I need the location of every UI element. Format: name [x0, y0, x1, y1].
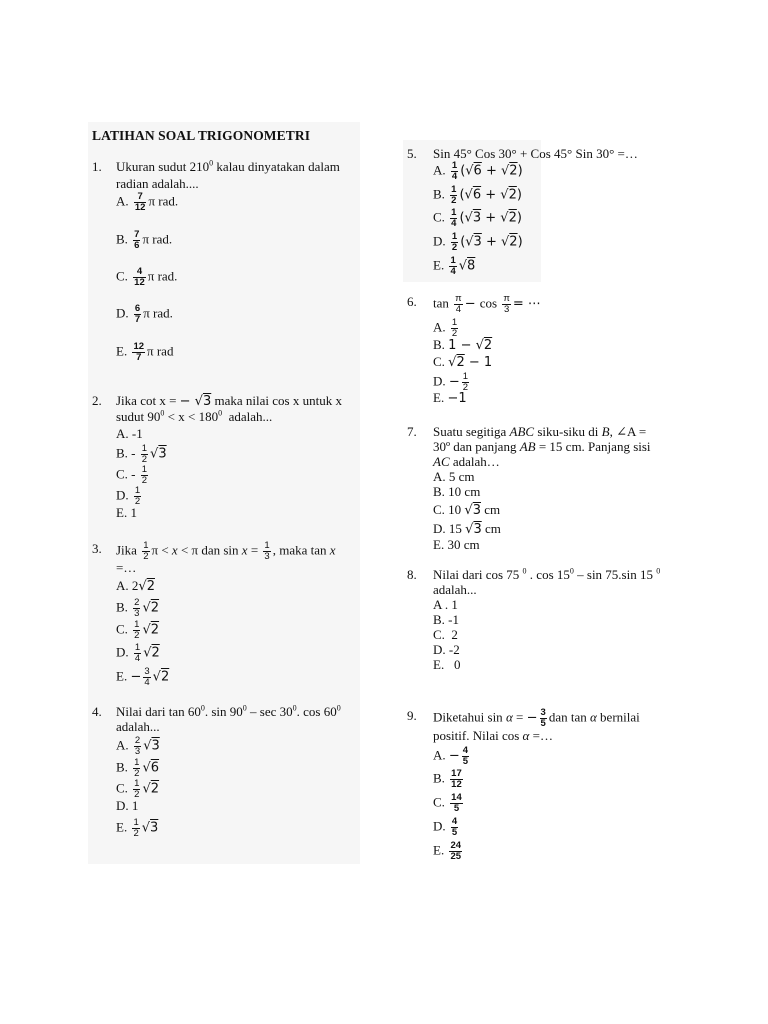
option-e: E. $\frac{1}{4}$ √8 — [433, 255, 476, 277]
option-a: A. $\frac{1}{4}$ (√6 + √2) — [433, 160, 523, 182]
option-a: A. − $\frac{4}{5}$ — [433, 745, 469, 767]
option-b: B. $\frac{17}{12}$ — [433, 768, 462, 790]
option-c: C. $\frac{1}{2}$ √2 — [116, 619, 160, 641]
option-b: B. - $\frac{1}{2}$ √3 — [116, 443, 167, 465]
question-text: Suatu segitiga ABC siku-siku di B, ∠A = — [433, 424, 647, 439]
question-text: Jika $\frac{1}{2}$ π < x < π dan sin x = $\frac{1}{3}$ , maka tan x — [116, 540, 336, 562]
question-text: 30º dan panjang AB = 15 cm. Panjang sisi — [433, 439, 651, 454]
document-title: LATIHAN SOAL TRIGONOMETRI — [92, 128, 311, 143]
question-number: 6. — [407, 294, 417, 309]
question-text: adalah... — [116, 719, 160, 734]
option-a: A. 5 cm — [433, 469, 475, 484]
question-number: 1. — [92, 159, 102, 174]
option-e: E. 1 — [116, 505, 137, 520]
option-a: A. $\frac{1}{2}$ — [433, 317, 458, 339]
option-d: D. 15 √3 cm — [433, 521, 501, 537]
question-number: 2. — [92, 393, 102, 408]
option-e: E. $\frac{24}{25}$ — [433, 840, 462, 862]
question-text: tan $\frac{\pi}{4}$ − cos $\frac{\pi}{3}$ = ⋯ — [433, 293, 541, 315]
option-a: A . 1 — [433, 597, 458, 612]
option-a: A. $\frac{7}{12}$ π rad. — [116, 191, 179, 213]
option-d: D. − $\frac{1}{2}$ — [433, 371, 469, 393]
question-text: Diketahui sin α = − $\frac{3}{5}$ dan tan α bernilai — [433, 707, 640, 729]
option-e: E. 0 — [433, 657, 461, 672]
option-d: D. $\frac{6}{7}$ π rad. — [116, 303, 173, 325]
option-c: C. $\frac{1}{4}$ (√3 + √2) — [433, 207, 522, 229]
question-text: Sin 45° Cos 30° + Cos 45° Sin 30° =… — [433, 146, 638, 161]
option-b: B. $\frac{1}{2}$ √6 — [116, 757, 160, 779]
option-e: E. 30 cm — [433, 537, 480, 552]
question-number: 4. — [92, 704, 102, 719]
option-b: B. 10 cm — [433, 484, 481, 499]
question-text: Nilai dari $\tan 60^0$. $\sin 90^0$ – $\sec 30^0$. $\cos 60^0$ — [116, 703, 341, 719]
question-text: AC adalah… — [433, 454, 500, 469]
question-text: Ukuran sudut $210^0$ kalau dinyatakan dalam — [116, 158, 340, 174]
question-text: radian adalah.... — [116, 176, 199, 191]
option-c: C. 2 — [433, 627, 458, 642]
question-text: sudut $90^0 < x < 180^0$ adalah... — [116, 408, 273, 424]
option-e: E. − $\frac{3}{4}$ √2 — [116, 666, 170, 688]
question-number: 8. — [407, 567, 417, 582]
option-c: C. √2 − 1 — [433, 354, 493, 370]
option-c: C. $\frac{4}{12}$ π rad. — [116, 266, 178, 288]
question-number: 5. — [407, 146, 417, 161]
option-d: D. $\frac{1}{4}$ √2 — [116, 642, 160, 664]
option-a: A. 2√2 — [116, 578, 155, 594]
option-e: E. $\frac{1}{2}$ √3 — [116, 817, 159, 839]
option-e: E. −1 — [433, 390, 467, 406]
option-e: E. $\frac{12}{7}$ π rad — [116, 341, 174, 363]
question-text: Nilai dari cos 75 $^0$ . $\cos 15^0$ – sin 75.sin 15 $^0$ — [433, 566, 661, 582]
option-d: D. 1 — [116, 798, 139, 813]
option-c: C. 10 √3 cm — [433, 502, 501, 518]
option-c: C. $\frac{1}{2}$ √2 — [116, 778, 160, 800]
option-b: B. -1 — [433, 612, 459, 627]
question-text: adalah... — [433, 582, 477, 597]
option-b: B. $\frac{1}{2}$ (√6 + √2) — [433, 184, 522, 206]
option-b: B. 1 − √2 — [433, 337, 493, 353]
option-a: A. $\frac{2}{3}$ √3 — [116, 735, 160, 757]
question-text: positif. Nilai cos α =… — [433, 728, 553, 743]
option-d: D. $\frac{1}{2}$ — [116, 485, 141, 507]
option-a: A. -1 — [116, 426, 143, 441]
option-b: B. $\frac{2}{3}$ √2 — [116, 597, 160, 619]
question-number: 3. — [92, 541, 102, 556]
question-text: =… — [116, 560, 137, 575]
option-d: D. $\frac{1}{2}$ (√3 + √2) — [433, 231, 523, 253]
option-c: C. - $\frac{1}{2}$ — [116, 464, 148, 486]
option-b: B. $\frac{7}{6}$ π rad. — [116, 229, 173, 251]
option-c: C. $\frac{14}{5}$ — [433, 792, 462, 814]
question-text: Jika cot x = − √3 maka nilai cos x untuk x — [116, 393, 342, 409]
question-number: 9. — [407, 708, 417, 723]
option-d: D. $\frac{4}{5}$ — [433, 816, 458, 838]
question-number: 7. — [407, 424, 417, 439]
option-d: D. -2 — [433, 642, 460, 657]
